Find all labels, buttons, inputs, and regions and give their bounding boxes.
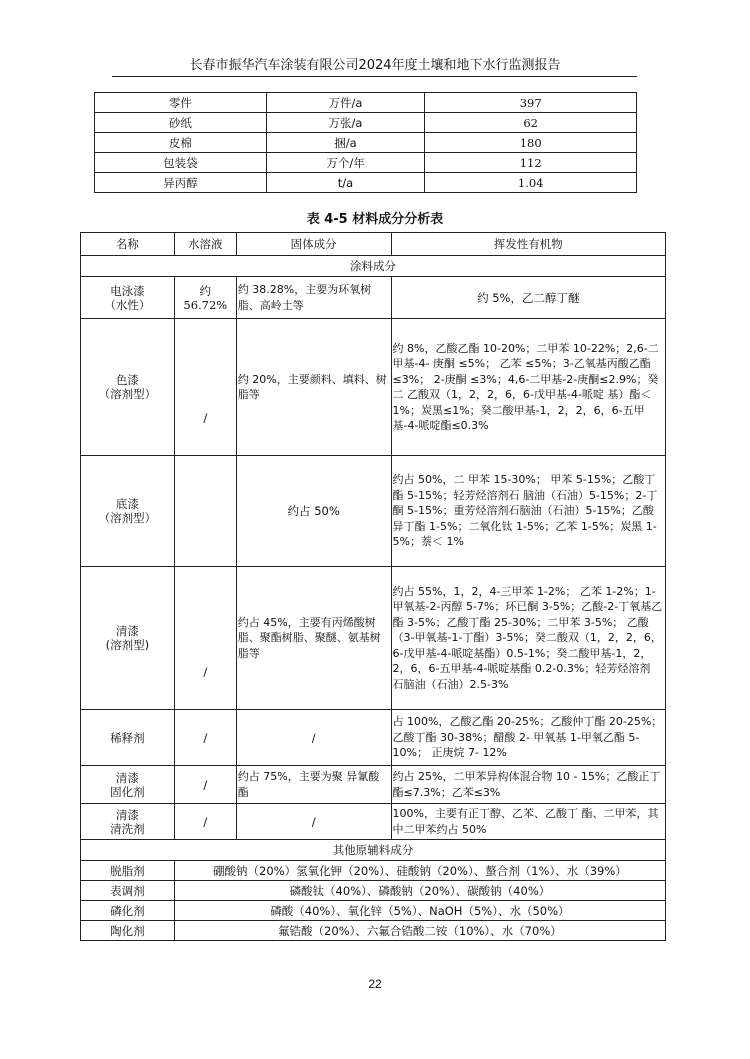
material-amount: 397 (425, 93, 637, 113)
voc-content: 约占 55%，1，2，4-三甲苯 1-2%； 乙苯 1-2%；1-甲氧基-2-丙醇 5-7%；环已酮 3-5%；乙酸-2-丁氧基乙酯 3-5%；乙酸丁酯 25-30%；二甲苯 3-5%； 乙酸（3-甲氧基-1-丁酯）3-5%；癸二酸双（1，2，2，6，6-戊甲基-4-哌啶基酯）0.5-1%；癸二酸甲基-1，2，2，6，6-五甲基-4-哌啶基酯 0.2-0.3%；轻芳烃溶剂 石脑油（石油）2.5-3% (391, 567, 665, 710)
column-header-solid: 固体成分 (236, 233, 391, 256)
table-row (81, 456, 666, 567)
material-name: 陶化剂 (81, 921, 175, 941)
material-name: 底漆 （溶剂型） (81, 456, 175, 567)
material-name: 砂纸 (95, 113, 267, 133)
solid-content: / (236, 710, 391, 766)
table-row (81, 804, 666, 840)
table-row (81, 766, 666, 804)
table-row (81, 319, 666, 456)
material-name: 脱脂剂 (81, 861, 175, 881)
water-content: / (174, 710, 236, 766)
voc-content: 约 5%，乙二醇丁醚 (391, 277, 665, 319)
table-row (95, 153, 637, 173)
material-unit: 捆/a (266, 133, 425, 153)
table-row (95, 93, 637, 113)
material-name: 磷化剂 (81, 901, 175, 921)
material-unit: 万张/a (266, 113, 425, 133)
material-usage-table (94, 92, 637, 193)
section-row (81, 840, 666, 861)
voc-content: 100%，主要有正丁醇、乙苯、乙酸丁 酯、二甲苯，其中二甲苯约占 50% (391, 804, 665, 840)
voc-content: 约占 50%，二 甲苯 15-30%； 甲苯 5-15%；乙酸丁酯 5-15%；轻芳烃溶剂石 脑油（石油）5-15%；2-丁酮 5-15%；重芳烃溶剂石脑油（石油）5-15%；乙酸异丁酯 1-5%；二氧化钛 1-5%；乙苯 1-5%；炭黑 1-5%；萘＜ 1% (391, 456, 665, 567)
section-title-paint: 涂料成分 (81, 256, 666, 277)
material-unit: 万件/a (266, 93, 425, 113)
material-name: 异丙醇 (95, 173, 267, 193)
material-name: 零件 (95, 93, 267, 113)
water-content: / (174, 804, 236, 840)
section-row (81, 256, 666, 277)
table-caption: 表 4-5 材料成分分析表 (306, 212, 444, 227)
material-name: 包装袋 (95, 153, 267, 173)
material-amount: 62 (425, 113, 637, 133)
water-content: 约 56.72% (174, 277, 236, 319)
table-row (81, 861, 666, 881)
material-name: 表调剂 (81, 881, 175, 901)
material-amount: 180 (425, 133, 637, 153)
table-row (81, 881, 666, 901)
section-title-other: 其他原辅料成分 (81, 840, 666, 861)
voc-content: 约占 25%，二甲苯异构体混合物 10 - 15%；乙酸正丁酯≤7.3%；乙苯≤3% (391, 766, 665, 804)
water-content: / (174, 766, 236, 804)
material-amount: 112 (425, 153, 637, 173)
table-row (81, 710, 666, 766)
water-content: / (174, 567, 236, 710)
table-header-row (81, 233, 666, 256)
material-name: 稀释剂 (81, 710, 175, 766)
solid-content: 约占 50% (236, 456, 391, 567)
voc-content: 占 100%，乙酸乙酯 20-25%；乙酸仲丁酯 20-25%；乙酸丁酯 30-38%；醋酸 2- 甲氧基 1-甲氧乙酯 5-10%； 正庚烷 7- 12% (391, 710, 665, 766)
water-content: / (174, 319, 236, 456)
page-number: 22 (368, 977, 382, 991)
solid-content: 约占 75%，主要为聚 异氰酸酯 (236, 766, 391, 804)
material-name: 皮棉 (95, 133, 267, 153)
composition-content: 氟锆酸（20%）、六氟合锆酸二铵（10%）、水（70%） (174, 921, 665, 941)
voc-content: 约 8%，乙酸乙酯 10-20%；二甲苯 10-22%；2,6-二 甲基-4- 庚酮 ≤5%； 乙苯 ≤5%；3-乙氧基丙酸乙酯≤3%； 2-庚酮 ≤3%；4,6-二甲基-2-庚酮≤2.9%；癸二 乙酸双（1，2，2，6，6-戊甲基-4-哌啶 基）酯＜ 1%；炭黑≤1%；癸二酸甲基-1，2，2，6，6-五甲基-4-哌啶酯≤0.3% (391, 319, 665, 456)
material-composition-table (80, 232, 666, 941)
material-unit: 万个/年 (266, 153, 425, 173)
table-row (95, 133, 637, 153)
table-row (95, 173, 637, 193)
table-row (95, 113, 637, 133)
report-header: 长春市振华汽车涂装有限公司2024年度土壤和地下水行监测报告 (189, 58, 561, 73)
table-row (81, 277, 666, 319)
material-name: 电泳漆 （水性） (81, 277, 175, 319)
solid-content: 约 38.28%，主要为环氧树脂、高岭土等 (236, 277, 391, 319)
solid-content: 约 20%，主要颜料、填料、树脂等 (236, 319, 391, 456)
table-row (81, 901, 666, 921)
solid-content: / (236, 804, 391, 840)
material-amount: 1.04 (425, 173, 637, 193)
water-content (174, 456, 236, 567)
table-row (81, 567, 666, 710)
material-unit: t/a (266, 173, 425, 193)
composition-content: 硼酸钠（20%）氢氧化钾（20%）、硅酸钠（20%）、螯合剂（1%）、水（39%） (174, 861, 665, 881)
material-name: 清漆 (溶剂型) (81, 567, 175, 710)
material-name: 清漆 固化剂 (81, 766, 175, 804)
header-divider (112, 76, 637, 77)
table-row (81, 921, 666, 941)
material-name: 清漆 清洗剂 (81, 804, 175, 840)
composition-content: 磷酸（40%）、氧化锌（5%）、NaOH（5%）、水（50%） (174, 901, 665, 921)
composition-content: 磷酸钛（40%）、磷酸钠（20%）、碳酸钠（40%） (174, 881, 665, 901)
column-header-name: 名称 (81, 233, 175, 256)
solid-content: 约占 45%，主要有丙烯酸树脂、聚酯树脂、聚醚、氨基树脂等 (236, 567, 391, 710)
column-header-voc: 挥发性有机物 (391, 233, 665, 256)
material-name: 色漆 （溶剂型） (81, 319, 175, 456)
column-header-water: 水溶液 (174, 233, 236, 256)
